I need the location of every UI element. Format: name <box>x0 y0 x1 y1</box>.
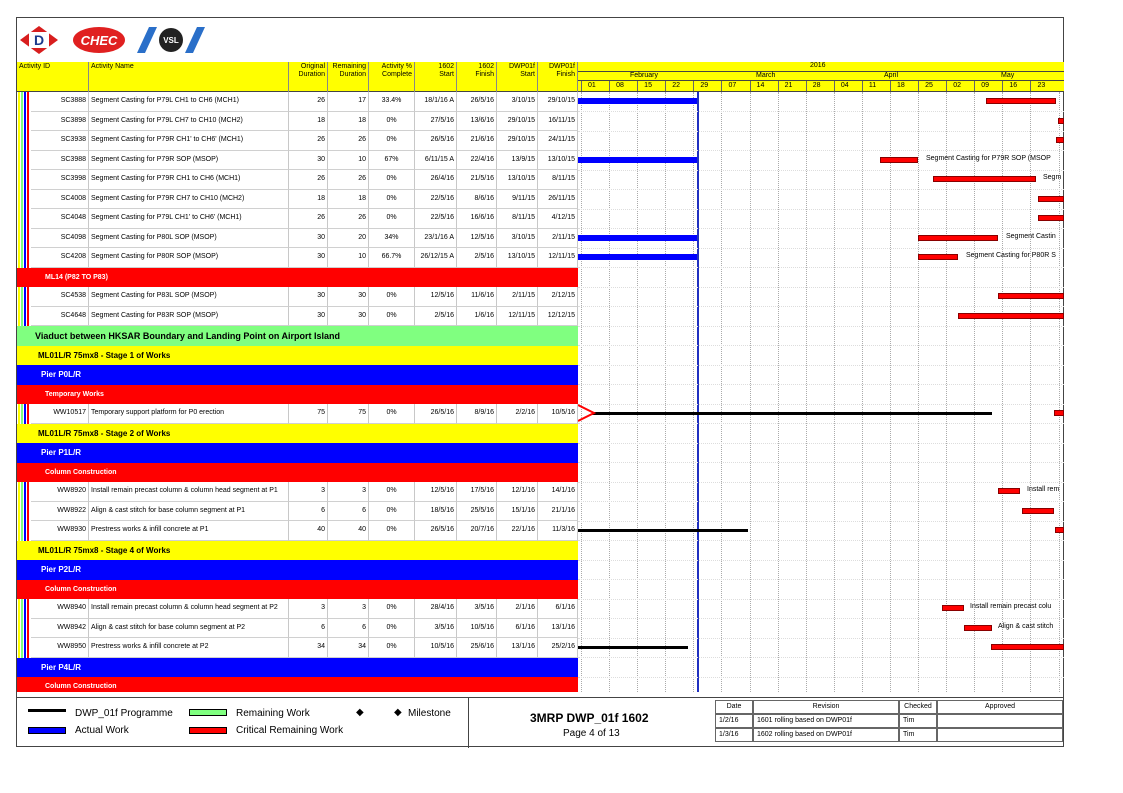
table-row[interactable] <box>17 287 578 307</box>
cell-orig: 18 <box>289 112 328 132</box>
cell-f2: 4/12/15 <box>538 209 578 229</box>
col-dwp01f-finish[interactable]: DWP01f Finish <box>538 62 578 92</box>
cell-orig: 18 <box>289 190 328 210</box>
col-remaining-duration[interactable]: Remaining Duration <box>328 62 369 92</box>
cell-rem: 34 <box>328 638 369 658</box>
cell-orig: 40 <box>289 521 328 541</box>
cell-orig: 75 <box>289 404 328 424</box>
cell-pct: 33.4% <box>369 92 415 112</box>
cell-s1: 27/5/16 <box>415 112 457 132</box>
cell-f1: 10/5/16 <box>457 619 497 639</box>
cell-s2: 13/10/15 <box>497 170 538 190</box>
cell-name: Segment Casting for P83L SOP (MSOP) <box>89 287 289 307</box>
cell-orig: 26 <box>289 209 328 229</box>
cell-s1: 26/5/16 <box>415 131 457 151</box>
vsl-logo <box>137 25 207 55</box>
cell-rem: 6 <box>328 619 369 639</box>
cell-f1: 2/5/16 <box>457 248 497 268</box>
gantt-bar[interactable] <box>578 98 697 104</box>
cell-f2: 26/11/15 <box>538 190 578 210</box>
cell-name: Temporary support platform for P0 erection <box>89 404 289 424</box>
bar-label: Install rem <box>1027 486 1060 493</box>
week-label: 28 <box>812 82 821 89</box>
cell-f1: 21/5/16 <box>457 170 497 190</box>
cell-rem: 10 <box>328 248 369 268</box>
cell-rem: 75 <box>328 404 369 424</box>
table-row[interactable] <box>17 112 578 132</box>
cell-f1: 25/5/16 <box>457 502 497 522</box>
cell-pct: 67% <box>369 151 415 171</box>
cell-s1: 26/12/15 A <box>415 248 457 268</box>
cell-f1: 26/5/16 <box>457 92 497 112</box>
cell-f1: 21/6/16 <box>457 131 497 151</box>
cell-orig: 26 <box>289 131 328 151</box>
cell-f1: 16/6/16 <box>457 209 497 229</box>
bar-label: Install remain precast colu <box>970 603 1052 610</box>
table-row[interactable] <box>17 638 578 658</box>
cell-id: SC4098 <box>31 229 89 249</box>
cell-rem: 18 <box>328 112 369 132</box>
cell-s2: 9/11/15 <box>497 190 538 210</box>
gantt-bar[interactable] <box>1054 410 1064 416</box>
revision-cell: 1/2/16 <box>715 714 753 728</box>
gantt-bar[interactable] <box>964 625 992 631</box>
week-label: 25 <box>925 82 933 89</box>
cell-s2: 3/10/15 <box>497 229 538 249</box>
col-1602-start[interactable]: 1602 Start <box>415 62 457 92</box>
cell-pct: 0% <box>369 287 415 307</box>
cell-rem: 26 <box>328 209 369 229</box>
bar-label: Segment Castin <box>1006 232 1056 240</box>
wbs-band[interactable]: Pier P4L/R <box>17 658 578 678</box>
month-march: March <box>756 72 776 79</box>
gantt-bar[interactable] <box>958 313 1064 319</box>
cell-f2: 12/11/15 <box>538 248 578 268</box>
cell-id: SC4538 <box>31 287 89 307</box>
gantt-bar[interactable] <box>1055 527 1064 533</box>
month-february: February <box>630 72 659 79</box>
week-label: 21 <box>784 82 793 89</box>
cell-f2: 21/1/16 <box>538 502 578 522</box>
cell-id: SC4648 <box>31 307 89 327</box>
week-label: 23 <box>1037 82 1046 89</box>
wbs-band[interactable]: Viaduct between HKSAR Boundary and Landing Point on Airport Island <box>17 326 578 346</box>
cell-rem: 3 <box>328 482 369 502</box>
cell-pct: 0% <box>369 619 415 639</box>
cell-f2: 24/11/15 <box>538 131 578 151</box>
wbs-band[interactable]: Pier P1L/R <box>17 443 578 463</box>
cell-f1: 17/5/16 <box>457 482 497 502</box>
cell-s2: 3/10/15 <box>497 92 538 112</box>
week-label: 15 <box>644 82 652 89</box>
col-1602-finish[interactable]: 1602 Finish <box>457 62 497 92</box>
cell-f2: 29/10/15 <box>538 92 578 112</box>
cell-id: SC3998 <box>31 170 89 190</box>
legend-critical-swatch <box>189 727 227 734</box>
cell-id: WW10517 <box>31 404 89 424</box>
cell-id: WW8950 <box>31 638 89 658</box>
relationship-arrow-icon <box>578 403 598 428</box>
cell-orig: 30 <box>289 229 328 249</box>
week-label: 07 <box>728 82 737 89</box>
cell-rem: 30 <box>328 287 369 307</box>
cell-pct: 66.7% <box>369 248 415 268</box>
cell-rem: 17 <box>328 92 369 112</box>
wbs-band[interactable]: Column Construction <box>17 580 578 600</box>
cell-id: WW8920 <box>31 482 89 502</box>
table-row[interactable] <box>17 151 578 171</box>
cell-orig: 30 <box>289 248 328 268</box>
cell-f1: 22/4/16 <box>457 151 497 171</box>
cell-rem: 3 <box>328 599 369 619</box>
cell-s2: 8/11/15 <box>497 209 538 229</box>
timeline-header <box>578 62 1064 92</box>
revision-cell: Tim <box>899 728 937 742</box>
cell-id: SC4208 <box>31 248 89 268</box>
legend-dwp-label: DWP_01f Programme <box>75 708 173 719</box>
cell-name: Prestress works & infill concrete at P1 <box>89 521 289 541</box>
cell-pct: 0% <box>369 638 415 658</box>
cell-name: Segment Casting for P79R CH7 to CH10 (MCH2) <box>89 190 289 210</box>
gantt-bar[interactable] <box>918 254 958 260</box>
cell-f2: 6/1/16 <box>538 599 578 619</box>
cell-id: WW8922 <box>31 502 89 522</box>
gantt-bar[interactable] <box>1022 508 1054 514</box>
cell-id: SC3988 <box>31 151 89 171</box>
cell-orig: 3 <box>289 599 328 619</box>
cell-f1: 12/5/16 <box>457 229 497 249</box>
table-row[interactable] <box>17 170 578 190</box>
cell-pct: 0% <box>369 599 415 619</box>
cell-orig: 26 <box>289 170 328 190</box>
cell-name: Install remain precast column & column head segment at P1 <box>89 482 289 502</box>
cell-f1: 20/7/16 <box>457 521 497 541</box>
month-may: May <box>1001 72 1015 79</box>
cell-id: SC3938 <box>31 131 89 151</box>
cell-name: Segment Casting for P79L CH1' to CH6' (MCH1) <box>89 209 289 229</box>
legend-dwp-swatch <box>28 709 66 712</box>
cell-name: Install remain precast column & column head segment at P2 <box>89 599 289 619</box>
d-logo <box>19 25 59 55</box>
cell-id: WW8940 <box>31 599 89 619</box>
gantt-bar[interactable] <box>578 157 697 163</box>
col-original-duration[interactable]: Original Duration <box>289 62 328 92</box>
gantt-bar[interactable] <box>998 488 1020 494</box>
cell-f2: 25/2/16 <box>538 638 578 658</box>
schedule-title: 3MRP DWP_01f 1602 <box>530 711 649 725</box>
table-row[interactable] <box>17 502 578 522</box>
cell-rem: 26 <box>328 170 369 190</box>
gantt-bar[interactable] <box>918 235 998 241</box>
cell-name: Segment Casting for P79L CH7 to CH10 (MCH2) <box>89 112 289 132</box>
cell-orig: 30 <box>289 151 328 171</box>
wbs-band[interactable]: Column Construction <box>17 463 578 483</box>
col-activity-complete[interactable]: Activity % Complete <box>369 62 415 92</box>
cell-s1: 22/5/16 <box>415 209 457 229</box>
cell-f2: 13/10/15 <box>538 151 578 171</box>
gantt-bar[interactable] <box>578 529 748 532</box>
gantt-bar[interactable] <box>1038 196 1064 202</box>
cell-s1: 26/5/16 <box>415 521 457 541</box>
cell-pct: 0% <box>369 209 415 229</box>
cell-name: Segment Casting for P79R CH1' to CH6' (MCH1) <box>89 131 289 151</box>
table-row[interactable] <box>17 209 578 229</box>
revision-cell: Tim <box>899 714 937 728</box>
week-label: 04 <box>840 82 849 89</box>
revision-table <box>715 700 1063 747</box>
cell-s2: 2/2/16 <box>497 404 538 424</box>
cell-s2: 22/1/16 <box>497 521 538 541</box>
cell-f2: 14/1/16 <box>538 482 578 502</box>
table-row[interactable] <box>17 248 578 268</box>
legend-remaining-swatch <box>189 709 227 716</box>
cell-rem: 30 <box>328 307 369 327</box>
cell-f2: 11/3/16 <box>538 521 578 541</box>
table-row[interactable] <box>17 619 578 639</box>
gantt-bar[interactable] <box>998 293 1064 299</box>
cell-s1: 22/5/16 <box>415 190 457 210</box>
wbs-band[interactable]: Column Construction <box>17 677 578 692</box>
d-logo-text: D <box>33 32 45 48</box>
table-row[interactable] <box>17 482 578 502</box>
wbs-band[interactable]: ML01L/R 75mx8 - Stage 1 of Works <box>17 346 578 366</box>
cell-s1: 18/1/16 A <box>415 92 457 112</box>
cell-f1: 8/9/16 <box>457 404 497 424</box>
cell-s2: 2/11/15 <box>497 287 538 307</box>
bar-label: Segm <box>1043 174 1062 181</box>
cell-name: Segment Casting for P83R SOP (MSOP) <box>89 307 289 327</box>
week-label: 09 <box>981 82 990 89</box>
cell-name: Prestress works & infill concrete at P2 <box>89 638 289 658</box>
cell-pct: 0% <box>369 190 415 210</box>
cell-orig: 30 <box>289 287 328 307</box>
gantt-bar[interactable] <box>986 98 1056 104</box>
cell-rem: 10 <box>328 151 369 171</box>
cell-orig: 34 <box>289 638 328 658</box>
cell-f1: 11/6/16 <box>457 287 497 307</box>
chec-logo-text: CHEC <box>80 33 118 48</box>
cell-pct: 0% <box>369 482 415 502</box>
cell-name: Segment Casting for P79L CH1 to CH6 (MCH1) <box>89 92 289 112</box>
cell-rem: 18 <box>328 190 369 210</box>
wbs-band[interactable]: ML01L/R 75mx8 - Stage 2 of Works <box>17 424 578 444</box>
cell-s2: 15/1/16 <box>497 502 538 522</box>
cell-f1: 1/6/16 <box>457 307 497 327</box>
week-label: 08 <box>616 82 624 89</box>
legend-milestone-label: Milestone <box>408 708 451 719</box>
cell-s1: 3/5/16 <box>415 619 457 639</box>
month-april: April <box>884 72 899 79</box>
table-row[interactable] <box>17 599 578 619</box>
cell-s1: 23/1/16 A <box>415 229 457 249</box>
cell-id: SC3898 <box>31 112 89 132</box>
cell-s2: 12/1/16 <box>497 482 538 502</box>
cell-s1: 28/4/16 <box>415 599 457 619</box>
wbs-band[interactable]: ML01L/R 75mx8 - Stage 4 of Works <box>17 541 578 561</box>
cell-s1: 2/5/16 <box>415 307 457 327</box>
cell-f2: 2/11/15 <box>538 229 578 249</box>
gantt-bar[interactable] <box>578 646 688 649</box>
week-label: 29 <box>700 82 709 89</box>
cell-id: SC4008 <box>31 190 89 210</box>
wbs-band[interactable]: Pier P0L/R <box>17 365 578 385</box>
cell-s2: 2/1/16 <box>497 599 538 619</box>
cell-f1: 8/6/16 <box>457 190 497 210</box>
cell-pct: 0% <box>369 404 415 424</box>
cell-name: Segment Casting for P79R SOP (MSOP) <box>89 151 289 171</box>
legend-remaining-label: Remaining Work <box>236 708 310 719</box>
cell-pct: 0% <box>369 307 415 327</box>
cell-s1: 18/5/16 <box>415 502 457 522</box>
cell-f2: 12/12/15 <box>538 307 578 327</box>
cell-f2: 16/11/15 <box>538 112 578 132</box>
week-label: 16 <box>1009 82 1018 89</box>
gantt-bar[interactable] <box>578 254 697 260</box>
cell-orig: 6 <box>289 502 328 522</box>
week-label: 14 <box>756 82 765 89</box>
wbs-band[interactable]: Temporary Works <box>17 385 578 405</box>
cell-f2: 13/1/16 <box>538 619 578 639</box>
gantt-bar[interactable] <box>578 235 697 241</box>
revision-cell <box>937 728 1063 742</box>
cell-f2: 8/11/15 <box>538 170 578 190</box>
revision-cell: 1602 rolling based on DWP01f <box>753 728 899 742</box>
cell-pct: 0% <box>369 170 415 190</box>
timeline-year: 2016 <box>810 62 826 69</box>
col-activity-name[interactable]: Activity Name <box>89 62 289 92</box>
col-activity-id[interactable]: Activity ID <box>17 62 89 92</box>
cell-s1: 26/4/16 <box>415 170 457 190</box>
cell-pct: 0% <box>369 502 415 522</box>
week-label: 01 <box>588 82 596 89</box>
cell-rem: 26 <box>328 131 369 151</box>
cell-name: Align & cast stitch for base column segment at P1 <box>89 502 289 522</box>
cell-pct: 0% <box>369 521 415 541</box>
gantt-bar[interactable] <box>1056 137 1064 143</box>
cell-id: SC3888 <box>31 92 89 112</box>
table-row[interactable] <box>17 131 578 151</box>
cell-orig: 3 <box>289 482 328 502</box>
cell-orig: 6 <box>289 619 328 639</box>
cell-s2: 12/11/15 <box>497 307 538 327</box>
cell-id: SC4048 <box>31 209 89 229</box>
cell-s1: 26/5/16 <box>415 404 457 424</box>
week-label: 22 <box>672 82 681 89</box>
cell-name: Segment Casting for P80L SOP (MSOP) <box>89 229 289 249</box>
week-label: 11 <box>868 82 877 89</box>
gantt-bar[interactable] <box>933 176 1036 182</box>
cell-s2: 13/9/15 <box>497 151 538 171</box>
table-row[interactable] <box>17 229 578 249</box>
gantt-bar[interactable] <box>1058 118 1064 124</box>
bar-label: Align & cast stitch <box>998 622 1054 630</box>
cell-s2: 13/1/16 <box>497 638 538 658</box>
table-row[interactable] <box>17 307 578 327</box>
legend-actual-swatch <box>28 727 66 734</box>
revision-cell <box>937 714 1063 728</box>
cell-rem: 6 <box>328 502 369 522</box>
table-row[interactable] <box>17 521 578 541</box>
revision-cell: 1/3/16 <box>715 728 753 742</box>
cell-rem: 40 <box>328 521 369 541</box>
wbs-band[interactable]: Pier P2L/R <box>17 560 578 580</box>
bar-label: Segment Casting for P80R S <box>966 252 1056 259</box>
cell-name: Segment Casting for P79R CH1 to CH6 (MCH1) <box>89 170 289 190</box>
table-row[interactable] <box>17 404 578 424</box>
week-label: 02 <box>953 82 961 89</box>
gantt-bar[interactable] <box>991 644 1064 650</box>
cell-s2: 6/1/16 <box>497 619 538 639</box>
cell-s1: 12/5/16 <box>415 287 457 307</box>
cell-f2: 2/12/15 <box>538 287 578 307</box>
cell-id: WW8942 <box>31 619 89 639</box>
cell-name: Segment Casting for P80R SOP (MSOP) <box>89 248 289 268</box>
cell-s1: 10/5/16 <box>415 638 457 658</box>
cell-s2: 13/10/15 <box>497 248 538 268</box>
bar-label: Segment Casting for P79R SOP (MSOP <box>926 154 1051 162</box>
cell-s2: 29/10/15 <box>497 131 538 151</box>
cell-name: Align & cast stitch for base column segment at P2 <box>89 619 289 639</box>
gantt-bar[interactable] <box>592 412 992 415</box>
legend-actual-label: Actual Work <box>75 725 129 736</box>
data-date-line <box>697 92 699 692</box>
col-dwp01f-start[interactable]: DWP01f Start <box>497 62 538 92</box>
cell-id: WW8930 <box>31 521 89 541</box>
page-number: Page 4 of 13 <box>563 728 620 739</box>
table-header <box>17 62 578 92</box>
cell-f1: 25/6/16 <box>457 638 497 658</box>
activity-table <box>17 92 578 692</box>
revision-header: Checked <box>899 700 937 714</box>
cell-s1: 12/5/16 <box>415 482 457 502</box>
cell-f2: 10/5/16 <box>538 404 578 424</box>
gantt-bar[interactable] <box>942 605 964 611</box>
gantt-bar[interactable] <box>1038 215 1064 221</box>
table-row[interactable] <box>17 92 578 112</box>
revision-header: Date <box>715 700 753 714</box>
cell-rem: 20 <box>328 229 369 249</box>
cell-pct: 0% <box>369 131 415 151</box>
cell-s2: 29/10/15 <box>497 112 538 132</box>
cell-f1: 3/5/16 <box>457 599 497 619</box>
legend-critical-label: Critical Remaining Work <box>236 725 344 736</box>
vsl-logo-text: VSL <box>163 36 179 45</box>
legend-milestone-diamond-icon: ◆ <box>356 707 364 718</box>
legend-milestone-diamond-icon-2: ◆ <box>394 707 402 718</box>
cell-orig: 30 <box>289 307 328 327</box>
cell-f1: 13/6/16 <box>457 112 497 132</box>
gantt-bar[interactable] <box>880 157 918 163</box>
cell-pct: 34% <box>369 229 415 249</box>
revision-header: Approved <box>937 700 1063 714</box>
revision-header: Revision <box>753 700 899 714</box>
cell-s1: 6/11/15 A <box>415 151 457 171</box>
revision-cell: 1601 rolling based on DWP01f <box>753 714 899 728</box>
cell-pct: 0% <box>369 112 415 132</box>
week-label: 18 <box>897 82 905 89</box>
wbs-band[interactable]: ML14 (P82 TO P83) <box>17 268 578 288</box>
table-row[interactable] <box>17 190 578 210</box>
cell-orig: 26 <box>289 92 328 112</box>
chec-logo <box>72 25 127 55</box>
gantt-chart <box>578 92 1064 692</box>
